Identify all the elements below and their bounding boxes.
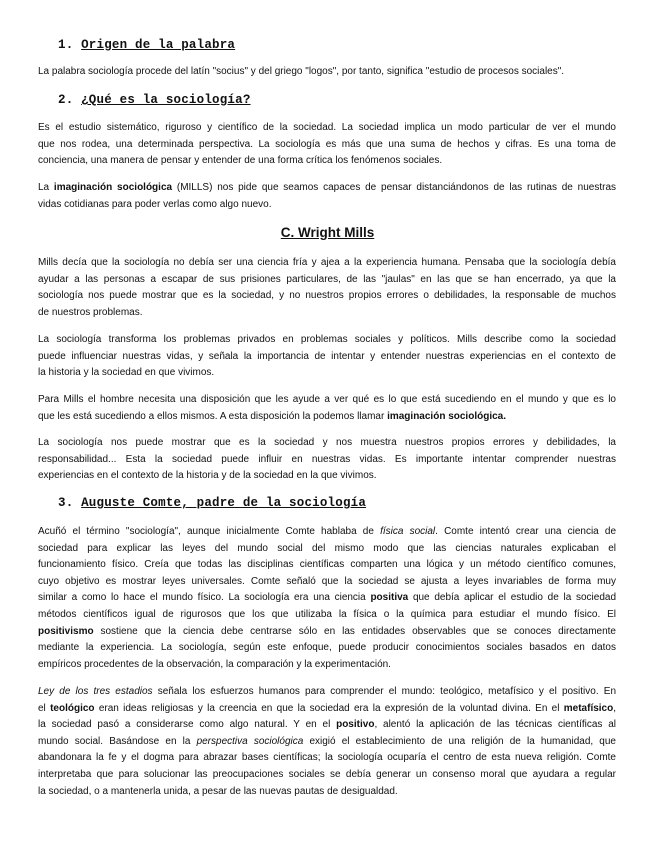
text-line: responsabilidad... Esta la sociedad puede influir en nuestras vidas. Es importante intentar comprender nuestras bbox=[38, 453, 616, 465]
heading-origen bbox=[58, 38, 235, 52]
text-line: vidas cotidianas para poder verlas como algo nuevo. bbox=[38, 198, 272, 210]
italic-term: Ley de los tres estadios bbox=[38, 686, 153, 697]
text-line: Para Mills el hombre necesita una disposición que les ayude a ver qué es lo que está sucediendo en el mundo y que es lo bbox=[38, 394, 616, 405]
text-line: la sociedad, o a mantenerla unida, a pesar de las nuevas pautas de desigualdad. bbox=[38, 785, 398, 797]
text-line: sociología nos puede mostrar que es la sociedad, y no nuestros propios errores o debilidades, la responsable de muchos bbox=[38, 290, 616, 302]
paragraph-origen bbox=[38, 64, 616, 81]
mills-title: C. Wright Mills bbox=[280, 225, 375, 240]
paragraph-mills-1 bbox=[38, 255, 616, 321]
paragraph-imaginacion: La imaginación sociológica (MILLS) nos pide que seamos capaces de pensar distanciándonos de las rutinas de nuestras vidas cotidianas para poder verlas como algo nuevo. bbox=[38, 180, 616, 213]
paragraph-definicion bbox=[38, 120, 616, 170]
text-line: puede influenciar nuestras vidas, y señala la importancia de intentar y entender nuestras experiencias en el contexto de bbox=[38, 350, 616, 362]
text-line: ayudar a las personas a escapar de sus prisiones particulares, de las "jaulas" en las que se han encerrado, ya que la bbox=[38, 273, 616, 285]
text-line: Mills decía que la sociología no debía ser una ciencia fría y ajea a la experiencia humana. Pensaba que la sociología debía bbox=[38, 257, 616, 268]
bold-term: positivismo bbox=[38, 625, 94, 637]
bold-term: imaginación sociológica. bbox=[387, 410, 506, 422]
bold-term: imaginación sociológica bbox=[53, 182, 173, 193]
text-line: La palabra sociología procede del latín "socius" y del griego "logos", por tanto, significa "estudio de procesos sociales". bbox=[38, 66, 565, 77]
text-line: Es el estudio sistemático, riguroso y científico de la sociedad. La sociedad implica un modo particular de ver el mundo bbox=[38, 122, 616, 133]
heading-number: 3. bbox=[58, 496, 74, 510]
bold-term: teológico bbox=[50, 702, 95, 714]
text-line: métodos científicos igual de rigurosos que los que utilizaba la física o la química para estudiar el mundo físico. El bbox=[38, 608, 616, 620]
text-line: La sociología nos puede mostrar que es la sociedad y nos muestra nuestros propios errores y debilidades, la bbox=[38, 437, 616, 448]
text-line: funcionamiento físico. Creía que todas las disciplinas científicas comparten una lógica y un método científico comunes, bbox=[38, 559, 616, 571]
text-line: de nuestros problemas. bbox=[38, 306, 143, 318]
text-line: mediante la experiencia. La sociología, según este enfoque, puede producir conocimientos sociales basados en datos bbox=[38, 642, 616, 654]
heading-comte bbox=[58, 496, 366, 510]
heading-number: 2. bbox=[58, 93, 74, 107]
paragraph-mills-3: Para Mills el hombre necesita una disposición que les ayude a ver qué es lo que está sucediendo en el mundo y que es lo que les está sucediendo a ellos mismos. A esta disposición la podemos llamar imaginación sociológica. bbox=[38, 394, 616, 422]
bold-term: positiva bbox=[370, 592, 409, 604]
text-line: empíricos procedentes de la observación, la comparación y la experimentación. bbox=[38, 658, 391, 670]
heading-title: Origen de la palabra bbox=[81, 38, 236, 52]
heading-number: 1. bbox=[58, 38, 74, 52]
paragraph-mills-4 bbox=[38, 435, 616, 485]
bold-term: metafísico bbox=[563, 702, 614, 714]
paragraph-mills-2 bbox=[38, 332, 616, 382]
text-line: que nos rodea, una determinada perspectiva. La sociología es más que una suma de hechos y cifras. Es una toma de bbox=[38, 138, 616, 150]
paragraph-comte-1: Acuñó el término "sociología", aunque inicialmente Comte hablaba de física social. Comte intentó crear una ciencia de sociedad para explicar las leyes del mundo social del mismo modo que las ciencias naturales explicaban el funcionamiento físico. Creía que todas las disciplinas científicas comparten una lógica y un método científico comunes, cuyo objetivo es mostrar leyes universales. Comte señaló que la sociedad se ajusta a leyes invariables de forma muy similar a como lo hace el mundo físico. La sociología era una ciencia positiva que debía aplicar el estudio de la sociedad métodos científicos igual de rigurosos que los que utilizaba la física o la química para estudiar el mundo físico. El positivismo sostiene que la ciencia debe centrarse sólo en las entidades observables que se conoces directamente mediante la experiencia. La sociología, según este enfoque, puede producir conocimientos sociales basados en datos empíricos procedentes de la observación, la comparación y la experimentación. bbox=[38, 524, 616, 673]
italic-term: perspectiva sociológica bbox=[196, 735, 304, 747]
italic-term: física social bbox=[380, 526, 436, 537]
text-line: experiencias en el contexto de la historia y de la sociedad en la que vivimos. bbox=[38, 470, 377, 482]
text-line: la historia y la sociedad en que vivimos. bbox=[38, 367, 215, 379]
text-line: conciencia, una manera de pensar y entender de una forma crítica los fenómenos sociales. bbox=[38, 155, 443, 167]
bold-term: positivo bbox=[336, 719, 375, 731]
text-line: abandonara la fe y el dogma para abrazar bases científicas; la sociología ocuparía el centro de esta nueva religión. Comte bbox=[38, 752, 616, 764]
text-line: La sociología transforma los problemas privados en problemas sociales y políticos. Mills describe como la sociedad bbox=[38, 334, 616, 345]
heading-que-es bbox=[58, 93, 251, 107]
text-line: sociedad para explicar las leyes del mundo social del mismo modo que las ciencias naturales explicaban el bbox=[38, 542, 616, 554]
text-line: cuyo objetivo es mostrar leyes universales. Comte señaló que la sociedad se ajusta a leyes invariables de forma muy bbox=[38, 575, 616, 587]
heading-title: ¿Qué es la sociología? bbox=[81, 93, 251, 107]
heading-title: Auguste Comte, padre de la sociología bbox=[81, 496, 367, 510]
text-line: interpretaba que para solucionar las preocupaciones sociales se debía generar un consenso moral que ayudara a regular bbox=[38, 768, 616, 780]
paragraph-comte-2: Ley de los tres estadios señala los esfuerzos humanos para comprender el mundo: teológico, metafísico y el positivo. En el teológico eran ideas religiosas y la creencia en que la sociedad era la expresión de la voluntad divina. En el metafísico, la sociedad pasó a considerarse como algo natural. Y en el positivo, alentó la aplicación de las técnicas científicas al mundo social. Basándose en la perspectiva sociológica exigió el establecimiento de una religión de la humanidad, que abandonara la fe y el dogma para abrazar bases científicas; la sociología ocuparía el centro de esta nueva religión. Comte interpretaba que para solucionar las preocupaciones sociales se debía generar un consenso moral que ayudara a regular la sociedad, o a mantenerla unida, a pesar de las nuevas pautas de desigualdad. bbox=[38, 684, 616, 800]
